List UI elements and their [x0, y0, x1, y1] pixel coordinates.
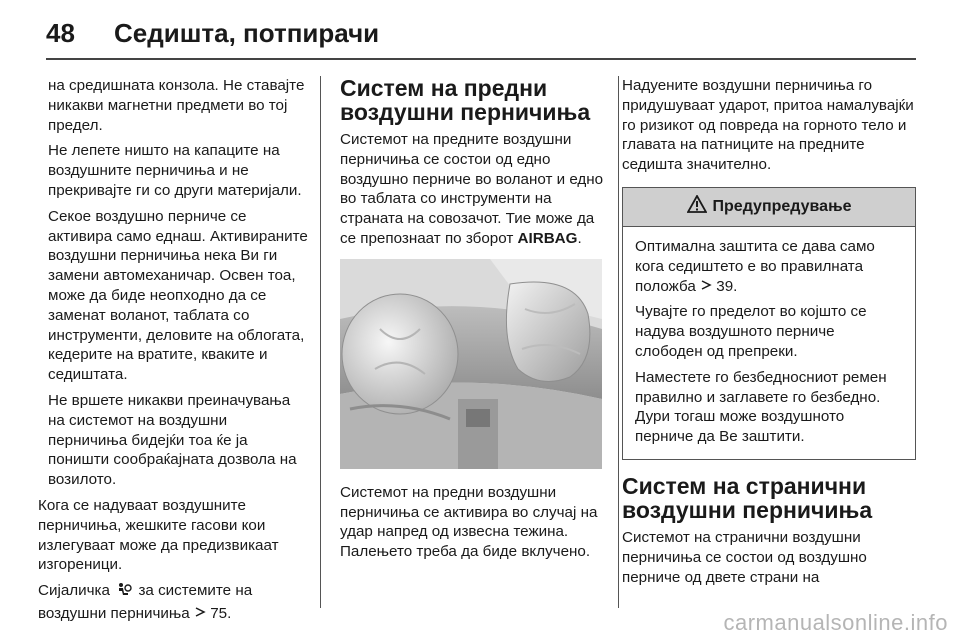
column-left [38, 76, 310, 630]
page-ref[interactable]: 75. [210, 604, 232, 622]
page-header [46, 14, 916, 56]
watermark: carmanualsonline.info [723, 610, 948, 635]
page-ref-arrow-icon[interactable] [194, 604, 206, 624]
front-airbag-heading: Систем на предни воздушни перничиња [340, 75, 591, 125]
warning-paragraph [635, 237, 903, 296]
warning-triangle-icon [687, 195, 707, 219]
paragraph: Системот на странични воздушни перничиња се состои од воздушно перниче од двете страни на [622, 528, 867, 586]
indicator-rest: за системите на воздушни перничиња [38, 582, 253, 622]
column-divider [618, 76, 619, 608]
warning-body [623, 227, 915, 459]
warning-text: Оптимална заштита се дава само кога седиштето е во правилната положба [635, 237, 875, 295]
paragraph: Надуените воздушни перничиња го придушуваат ударот, притоа намалувајќи го ризикот од повреда на горното тело и главата на патниците на предните седишта значително. [622, 77, 914, 174]
warning-box [622, 187, 916, 460]
column-divider [320, 76, 321, 608]
side-airbag-heading: Систем на странични воздушни перничиња [622, 472, 873, 523]
warning-header [623, 188, 915, 227]
warning-paragraph: Наместете го безбедносниот ремен правилно и заглавете го безбедно. Дури тогаш може воздушното перниче да Ве заштити. [635, 368, 887, 446]
page-ref[interactable]: 39. [716, 277, 738, 295]
column-middle [340, 76, 606, 568]
paragraph: Не лепете ништо на капаците на воздушните перничиња и не прекривајте ги со други материјали. [48, 142, 302, 199]
photo-caption: Системот на предни воздушни перничиња се активира во случај на удар напред од извесна тежина. Палењето треба да биде вклучено. [340, 483, 598, 561]
paragraph: Секое воздушно перниче се активира само еднаш. Активираните воздушни перничиња нека Ви ги замени автомеханичар. Освен тоа, може да биде неопходно да се заменат воланот, таблата со инструменти, деловите на облогата, кедерите на вратите, кваките и седиштата. [48, 207, 308, 384]
airbag-lamp-icon [116, 582, 132, 604]
paragraph: Кога се надуваат воздушните перничиња, жешките гасови кои излегуваат може да предизвикаат изгореници. [38, 496, 279, 574]
header-rule [46, 58, 916, 60]
section-title: Седишта, потпирачи [114, 18, 380, 48]
page-ref-arrow-icon[interactable] [700, 277, 712, 297]
warning-paragraph: Чувајте го пределот во којшто се надува воздушното перниче слободен од препреки. [635, 303, 867, 360]
warning-title: Предупредување [712, 198, 852, 216]
paragraph-indicator-ref [38, 581, 310, 624]
airbag-word: AIRBAG [517, 229, 578, 247]
airbag-deployment-photo [340, 259, 602, 469]
indicator-label: Сијаличка [38, 582, 110, 600]
paragraph: на средишната конзола. Не ставајте никакви магнетни предмети во тој предел. [48, 77, 305, 134]
front-airbag-text: Системот на предните воздушни перничиња се состои од едно воздушно перниче во воланот и едно во таблата со инструменти на страната на совозачот. Тие може да се препознаат по зборот [340, 131, 604, 247]
column-right [622, 76, 916, 593]
page-number: 48 [46, 18, 75, 48]
paragraph: Системот на предните воздушни перничиња се состои од едно воздушно перниче во воланот и едно во таблата со инструменти на страната на совозачот. Тие може да се препознаат по зборот AIRBAG. [340, 131, 604, 247]
paragraph: Не вршете никакви преиначувања на системот на воздушни перничиња бидејќи тоа ќе ја поништи сообраќајната дозвола на возилото. [48, 391, 297, 489]
